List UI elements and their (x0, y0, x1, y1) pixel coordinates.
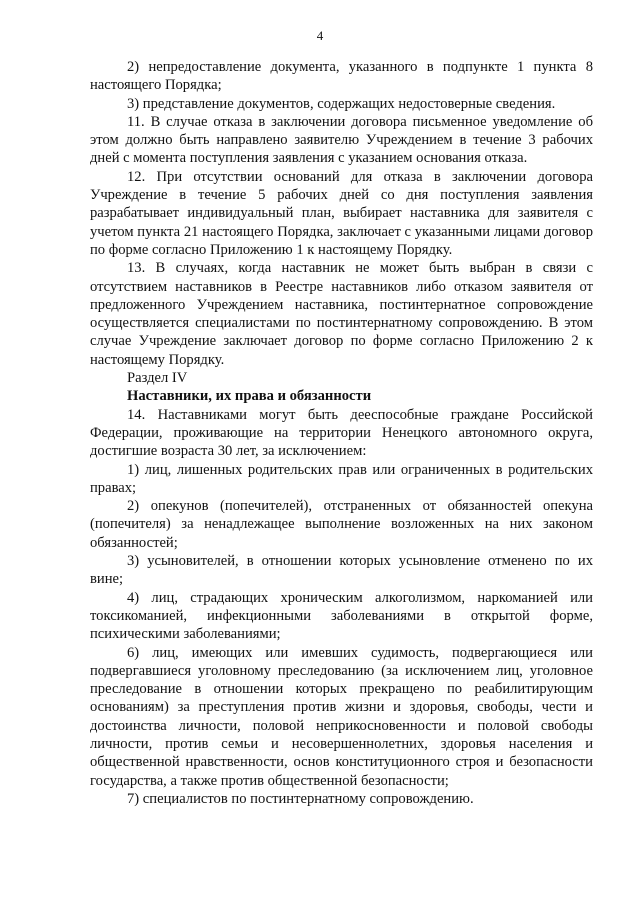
section-number: Раздел IV (127, 370, 188, 387)
list-item-6: 6) лиц, имеющих или имевших судимость, подвергающиеся или подвергавшиеся уголовному преследованию (за исключением лиц, уголовное преследование в отношении которых прекращено по реабилитирующим основаниям) за преступления против жизни и здоровья, свободы, чести и достоинства личности, половой неприкосновенности и половой свободы личности, против семьи и несовершеннолетних, здоровья населения и общественной нравственности, основ конституционного строя и безопасности государства, а также против общественной безопасности; (90, 644, 593, 789)
paragraph-clause-13: 13. В случаях, когда наставник не может быть выбран в связи с отсутствием наставников в Реестре наставников либо отказом заявителя от предложенного Учреждением наставника, постинтернатное сопровождение осуществляется специалистами по постинтернатному сопровождению. В этом случае Учреждение заключает договор по форме согласно Приложению 2 к настоящему Порядку. (90, 260, 593, 368)
list-item-2: 2) опекунов (попечителей), отстраненных от обязанностей опекуна (попечителя) за ненадлежащее выполнение возложенных на них законом обязанностей; (90, 498, 593, 551)
list-item-4: 4) лиц, страдающих хроническим алкоголизмом, наркоманией или токсикоманией, инфекционными заболеваниями в открытой форме, психическими заболеваниями; (90, 589, 593, 643)
list-item-7: 7) специалистов по постинтернатному сопровождению. (127, 790, 474, 807)
paragraph-clause-11: 11. В случае отказа в заключении договора письменное уведомление об этом должно быть направлено заявителю Учреждением в течение 3 рабочих дней с момента поступления заявления с указанием основания отказа. (90, 113, 593, 167)
paragraph-item-2: 2) непредоставление документа, указанного в подпункте 1 пункта 8 настоящего Порядка; (90, 59, 593, 94)
paragraph-item-3: 3) представление документов, содержащих недостоверные сведения. (127, 95, 556, 112)
list-item-3: 3) усыновителей, в отношении которых усыновление отменено по их вине; (90, 553, 593, 588)
document-body (90, 58, 593, 808)
list-item-1: 1) лиц, лишенных родительских прав или ограниченных в родительских правах; (90, 461, 593, 496)
section-title: Наставники, их права и обязанности (127, 388, 372, 405)
paragraph-clause-12: 12. При отсутствии оснований для отказа в заключении договора Учреждение в течение 5 рабочих дней со дня поступления заявления разрабатывает индивидуальный план, выбирает наставника для заявителя с учетом пункта 21 настоящего Порядка, заключает с указанными лицами договор по форме согласно Приложению 1 к настоящему Порядку. (90, 168, 593, 258)
paragraph-clause-14: 14. Наставниками могут быть дееспособные граждане Российской Федерации, проживающие на территории Ненецкого автономного округа, достигшие возраста 30 лет, за исключением: (90, 406, 593, 460)
page-number: 4 (316, 28, 324, 43)
